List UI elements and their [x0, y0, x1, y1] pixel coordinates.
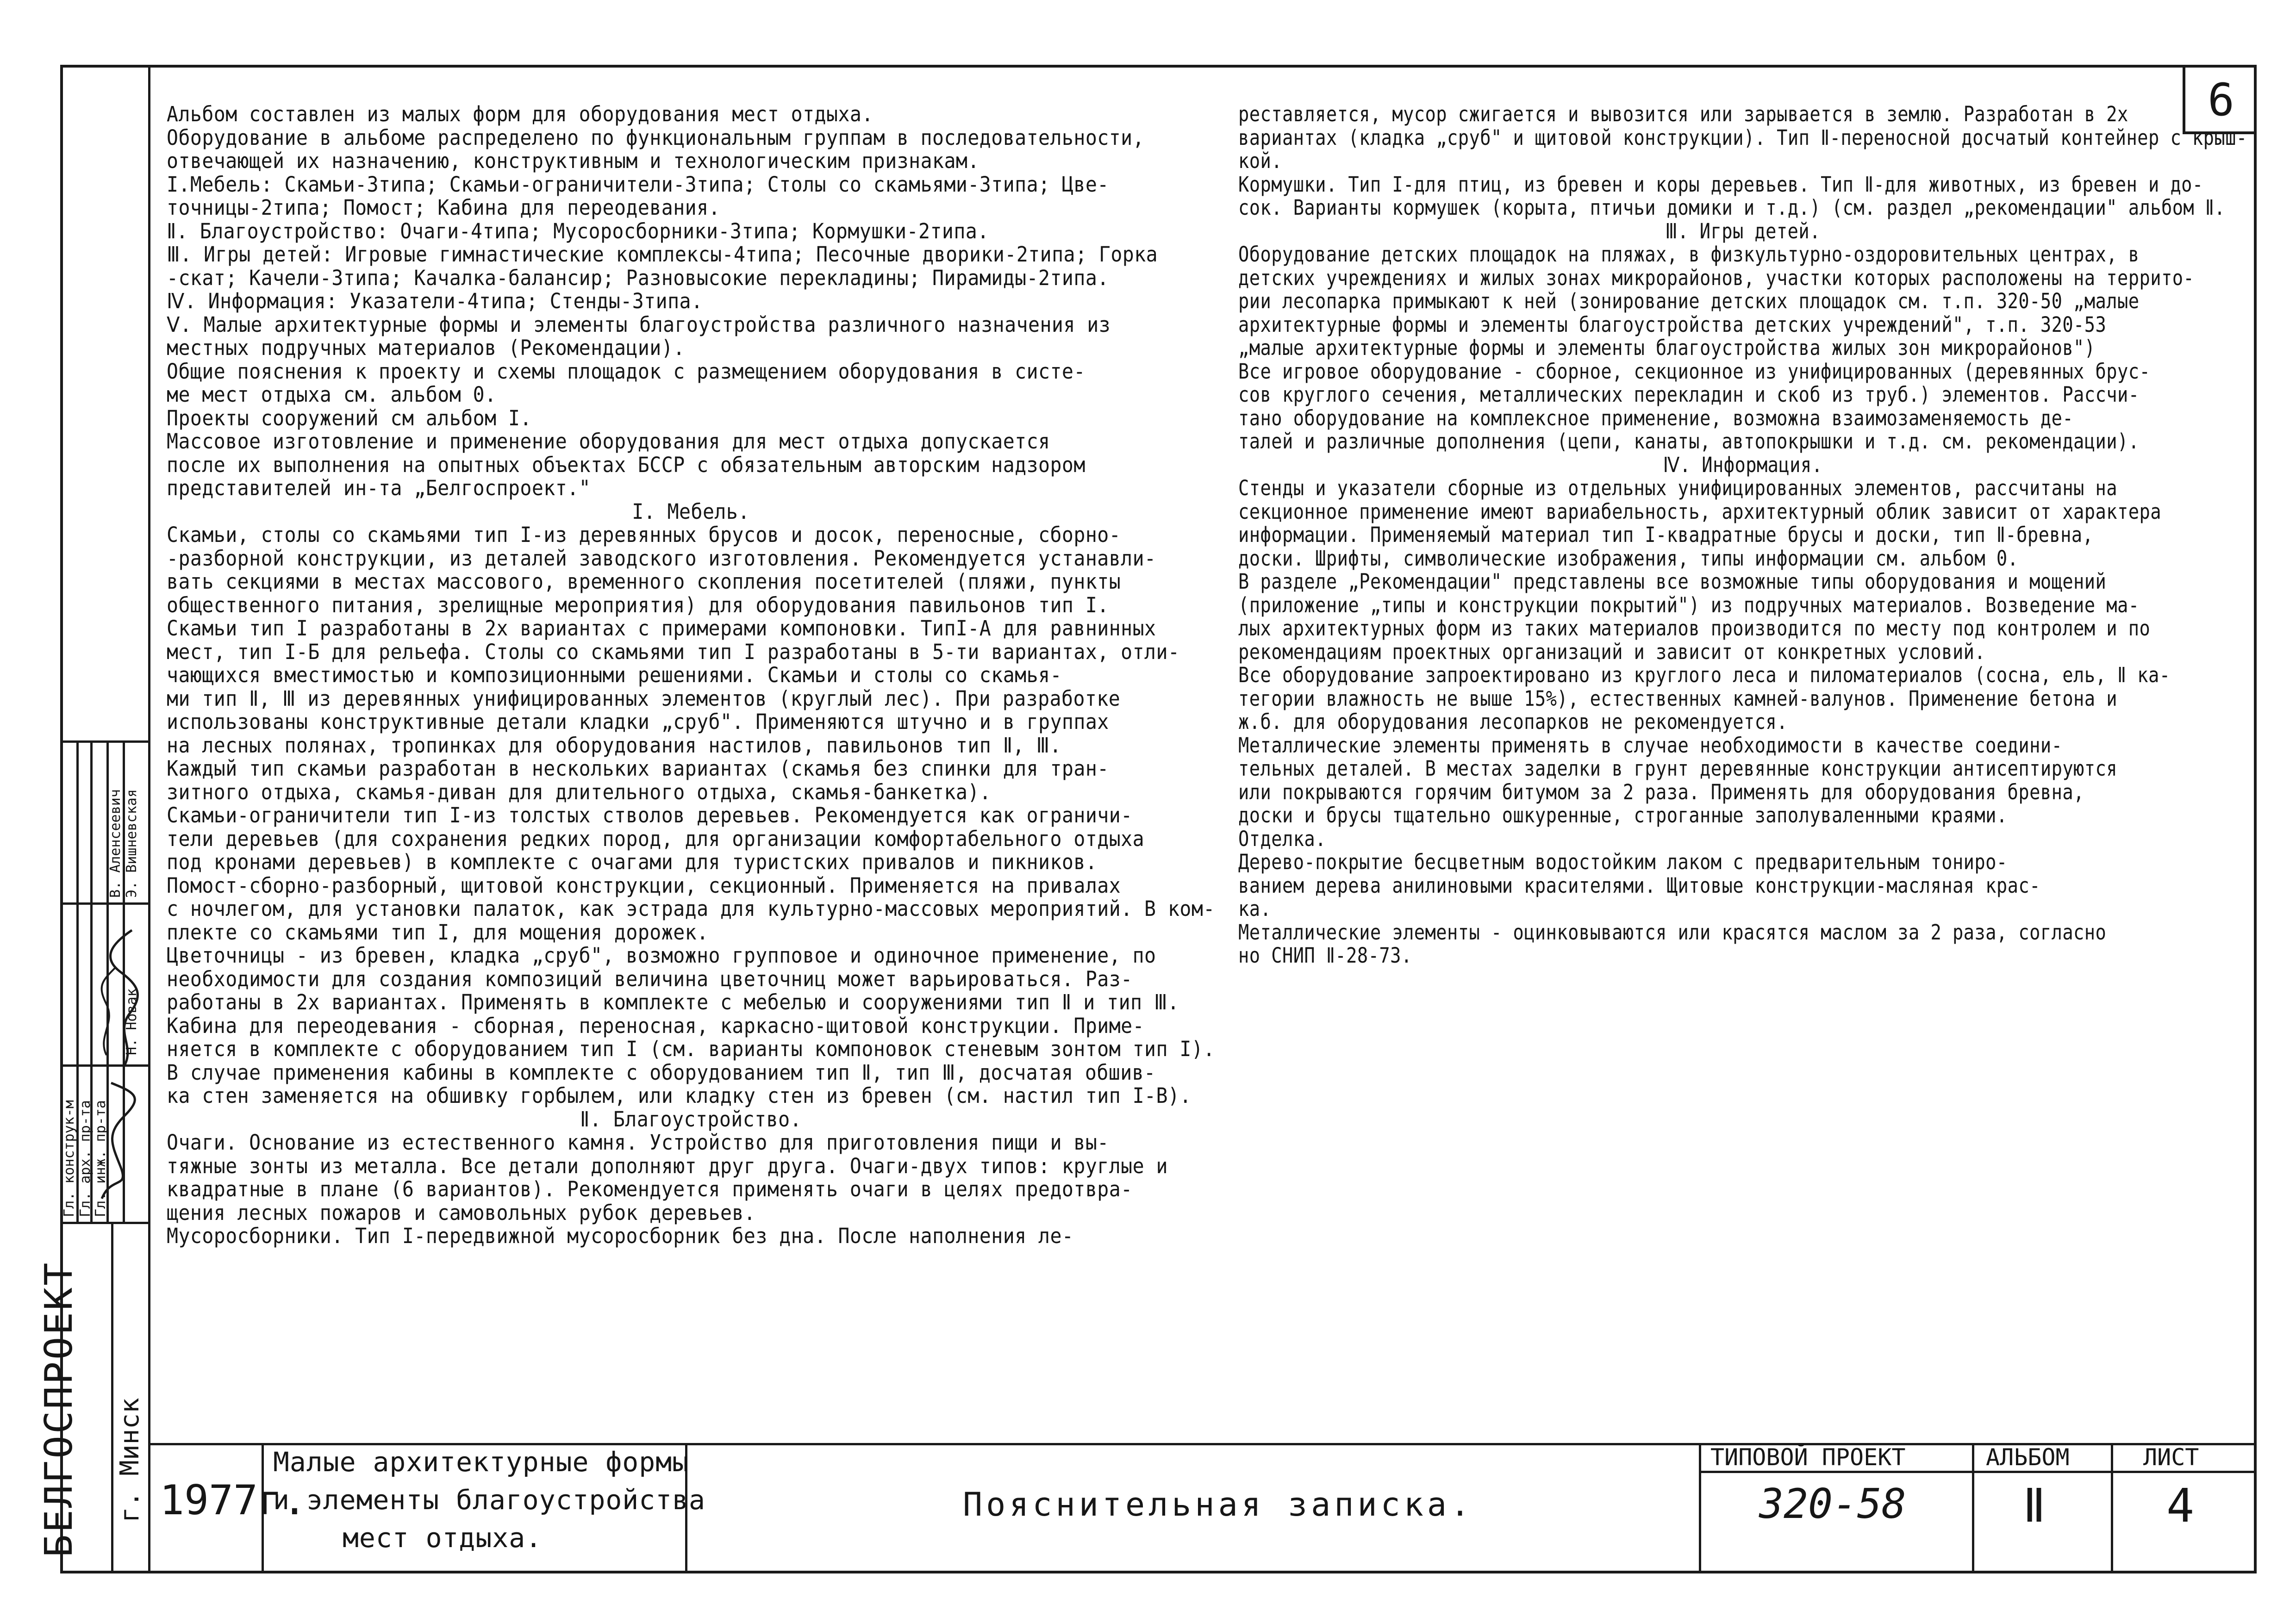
- left-column-line: мест, тип I-Б для рельефа. Столы со скамьями тип I разработаны в 5-ти вариантах, отли-: [167, 639, 1180, 664]
- signatures-drawing: [93, 916, 148, 1213]
- left-column-line: Каждый тип скамьи разработан в нескольких вариантах (скамья без спинки для тран-: [167, 756, 1109, 781]
- right-column-line: реставляется, мусор сжигается и вывозится или зарывается в землю. Разработан в 2х: [1238, 102, 2128, 126]
- left-column-line: квадратные в плане (6 вариантов). Рекомендуется применять очаги в целях предотвра-: [167, 1177, 1133, 1201]
- right-column-line: архитектурные формы и элементы благоустройства детских учреждений", т.п. 320-53: [1238, 312, 2107, 337]
- right-column-line: Все игровое оборудование - сборное, секционное из унифицированных (деревянных брус-: [1238, 359, 2151, 384]
- stamp-divider: [148, 65, 150, 1573]
- signature-1: [102, 1083, 135, 1199]
- left-column-line: на лесных полянах, тропинках для оборудования настилов, павильонов тип Ⅱ, Ⅲ.: [167, 733, 1062, 758]
- org-block-top: [60, 1222, 148, 1224]
- right-column-line: Ⅳ. Информация.: [1663, 452, 1823, 477]
- right-column-line: лых архитектурных форм из таких материалов производится по месту под контролем и по: [1238, 616, 2151, 640]
- left-column-line: работаны в 2х вариантах. Применять в комплекте с мебелью и сооружениями тип Ⅱ и тип Ⅲ.: [167, 990, 1179, 1014]
- left-column-line: ме мест отдыха см. альбом 0.: [167, 382, 497, 407]
- right-column-line: сок. Варианты кормушек (корыта, птичьи домики и т.д.) (см. раздел „рекомендации" альбом Ⅱ.: [1238, 195, 2226, 220]
- right-column-line: ка.: [1238, 896, 1272, 921]
- left-column-line: Мусоросборники. Тип I-передвижной мусоросборник без дна. После наполнения ле-: [167, 1224, 1074, 1248]
- left-column-line: Очаги. Основание из естественного камня. Устройство для приготовления пищи и вы-: [167, 1130, 1109, 1155]
- right-column-line: рекомендациям проектных организаций и зависит от конкретных условий.: [1238, 639, 1986, 664]
- stamp-role-1: Гл. конструк-м: [61, 1100, 77, 1217]
- sheet-value: 4: [2166, 1479, 2195, 1533]
- signature-3: [102, 967, 116, 1055]
- left-column-line: Ⅲ. Игры детей: Игровые гимнастические комплексы-4типа; Песочные дворики-2типа; Горка: [167, 242, 1158, 267]
- right-column-line: Стенды и указатели сборные из отдельных унифицированных элементов, рассчитаны на: [1238, 476, 2118, 500]
- album-label: АЛЬБОМ: [1986, 1444, 2070, 1471]
- left-column-line: плекте со скамьями тип I, для мощения дорожек.: [167, 920, 709, 945]
- right-column-line: секционное применение имеют вариабельность, архитектурный облик зависит от характера: [1238, 499, 2161, 524]
- right-column-line: тегории влажность не выше 15%), естественных камней-валунов. Применение бетона и: [1238, 686, 2118, 711]
- right-column-line: информации. Применяемый материал тип I-квадратные брусы и доски, тип Ⅱ-бревна,: [1238, 522, 2094, 547]
- left-column-line: Ⅴ. Малые архитектурные формы и элементы благоустройства различного назначения из: [167, 312, 1111, 337]
- tb-divider-4: [1972, 1443, 1974, 1573]
- right-column-line: вариантах (кладка „сруб" и щитовой конструкции). Тип Ⅱ-переносной досчатый контейнер с крыш-: [1238, 125, 2247, 150]
- stamp-name-1: В. Аленсеевич: [107, 789, 124, 898]
- left-column-line: -скат; Качели-3типа; Качалка-балансир; Разновысокие перекладины; Пирамиды-2типа.: [167, 265, 1109, 290]
- title-year: 1977г.: [160, 1476, 307, 1524]
- left-column-line: зитного отдыха, скамья-диван для длительного отдыха, скамья-банкетка).: [167, 779, 992, 804]
- right-column-line: рии лесопарка примыкают к ней (зонирование детских площадок см. т.п. 320-50 „малые: [1238, 289, 2140, 313]
- right-column-line: (приложение „типы и конструкции покрытий") из подручных материалов. Возведение ма-: [1238, 592, 2140, 617]
- sheet-label: ЛИСТ: [2143, 1444, 2199, 1471]
- left-column-line: Скамьи тип I разработаны в 2х вариантах с примерами компоновки. ТипI-А для равнинных: [167, 616, 1156, 640]
- left-column-line: -разборной конструкции, из деталей заводского изготовления. Рекомендуется устанавли-: [167, 546, 1156, 571]
- stamp-role-2: Гл. арх. пр-та: [77, 1100, 94, 1217]
- right-column-line: Ⅲ. Игры детей.: [1665, 218, 1821, 243]
- left-column-line: местных подручных материалов (Рекомендации).: [167, 336, 685, 360]
- right-column-line: но СНИП Ⅱ-28-73.: [1238, 943, 1412, 968]
- stamp-block-top: [60, 740, 148, 743]
- left-column-line: необходимости для создания композиций величина цветочниц может варьироваться. Раз-: [167, 966, 1133, 991]
- left-column-line: чающихся вместимостью и композиционными решениями. Скамьи и столы со скамья-: [167, 663, 1062, 687]
- right-column-line: ж.б. для оборудования лесопарков не рекомендуется.: [1238, 709, 1788, 734]
- left-column-line: тяжные зонты из металла. Все детали дополняют друг друга. Очаги-двух типов: круглые и: [167, 1153, 1168, 1178]
- left-column-line: I.Мебель: Скамьи-3типа; Скамьи-ограничители-3типа; Столы со скамьями-3типа; Цве-: [167, 172, 1109, 197]
- right-column-line: сов круглого сечения, металлических перекладин и скоб из труб.) элементов. Рассчи-: [1238, 382, 2140, 407]
- left-column-line: Скамьи-ограничители тип I-из толстых стволов деревьев. Рекомендуется как ограничи-: [167, 803, 1133, 827]
- right-text-column: [1238, 103, 2247, 968]
- right-column-line: доски и брусы тщательно ошкуренные, строганные заполуваленными краями.: [1238, 803, 2008, 827]
- left-column-line: под кронами деревьев) в комплекте с очагами для туристских привалов и пикников.: [167, 850, 1098, 874]
- right-column-line: или покрываются горячим битумом за 2 раза. Применять для оборудования бревна,: [1238, 779, 2084, 804]
- left-column-line: ми тип Ⅱ, Ⅲ из деревянных унифицированных элементов (круглый лес). При разработке: [167, 686, 1121, 711]
- project-title-line-1: Малые архитектурные формы: [273, 1446, 689, 1478]
- left-column-line: тели деревьев (для сохранения редких пород, для организации комфортабельного отдыха: [167, 826, 1145, 851]
- sheet-title: Пояснительная записка.: [963, 1486, 1474, 1524]
- left-text-column: [167, 103, 1215, 1248]
- right-column-line: Металлические элементы применять в случае необходимости в качестве соедини-: [1238, 733, 2063, 758]
- title-block-top-line: [148, 1443, 2257, 1445]
- left-column-line: Массовое изготовление и применение оборудования для мест отдыха допускается: [167, 429, 1050, 454]
- left-column-line: Ⅳ. Информация: Указатели-4типа; Стенды-3типа.: [167, 289, 703, 313]
- left-column-line: Цветочницы - из бревен, кладка „сруб", возможно групповое и одиночное применение, по: [167, 943, 1156, 968]
- project-title-line-2: и элементы благоустройства: [273, 1484, 705, 1516]
- left-column-line: Проекты сооружений см альбом I.: [167, 405, 532, 430]
- org-block-divider: [111, 1222, 113, 1573]
- project-title-line-3: мест отдыха.: [343, 1522, 543, 1554]
- tb-divider-3: [1699, 1443, 1701, 1573]
- left-column-line: точницы-2типа; Помост; Кабина для переодевания.: [167, 195, 720, 220]
- right-column-line: Кормушки. Тип I-для птиц, из бревен и коры деревьев. Тип Ⅱ-для животных, из бревен и до-: [1238, 172, 2203, 197]
- left-column-line: Скамьи, столы со скамьями тип I-из деревянных брусов и досок, переносные, сборно-: [167, 522, 1121, 547]
- left-column-line: Ⅱ. Благоустройство: Очаги-4типа; Мусоросборники-3типа; Кормушки-2типа.: [167, 218, 989, 243]
- left-column-line: представителей ин-та „Белгоспроект.": [167, 476, 591, 500]
- left-column-line: Общие пояснения к проекту и схемы площадок с размещением оборудования в систе-: [167, 359, 1086, 384]
- top-border-extension: [60, 65, 2257, 67]
- left-column-line: после их выполнения на опытных объектах БССР с обязательным авторским надзором: [167, 452, 1086, 477]
- left-column-line: Альбом составлен из малых форм для оборудования мест отдыха.: [167, 102, 873, 126]
- left-column-line: общественного питания, зрелищные мероприятия) для оборудования павильонов тип I.: [167, 592, 1109, 617]
- left-column-line: В случае применения кабины в комплекте с оборудованием тип Ⅱ, тип Ⅲ, досчатая обшив-: [167, 1060, 1156, 1085]
- tb-divider-5: [2111, 1443, 2113, 1573]
- sheet-number: 6: [2183, 65, 2257, 134]
- left-column-line: Оборудование в альбоме распределено по функциональным группам в последовательности,: [167, 125, 1145, 150]
- typical-project-value: 320-58: [1759, 1480, 1906, 1528]
- left-column-line: няется в комплекте с оборудованием тип I (см. варианты компоновок стеневым зонтом тип I).: [167, 1037, 1215, 1061]
- right-column-line: Все оборудование запроектировано из круглого леса и пиломатериалов (сосна, ель, Ⅱ ка-: [1238, 663, 2171, 687]
- left-column-line: вать секциями в местах массового, временного скопления посетителей (пляжи, пункты: [167, 569, 1121, 594]
- right-column-line: Металлические элементы - оцинковываются или красятся маслом за 2 раза, согласно: [1238, 920, 2107, 945]
- left-column-line: Ⅱ. Благоустройство.: [580, 1107, 802, 1132]
- left-column-line: I. Мебель.: [632, 499, 750, 524]
- right-column-line: В разделе „Рекомендации" представлены все возможные типы оборудования и мощений: [1238, 569, 2107, 594]
- right-column-line: доски. Шрифты, символические изображения, типы информации см. альбом 0.: [1238, 546, 2019, 571]
- left-column-line: щения лесных пожаров и самовольных рубок деревьев.: [167, 1200, 756, 1225]
- left-column-line: отвечающей их назначению, конструктивным и технологическим признакам.: [167, 149, 980, 173]
- left-column-line: с ночлегом, для установки палаток, как эстрада для культурно-массовых мероприятий. В ком-: [167, 896, 1215, 921]
- right-column-line: Дерево-покрытие бесцветным водостойким лаком с предварительным тониро-: [1238, 850, 2008, 874]
- album-value: Ⅱ: [2023, 1479, 2046, 1533]
- org-city: г. Минск: [115, 1398, 145, 1523]
- left-column-line: Кабина для переодевания - сборная, переносная, каркасно-щитовой конструкции. Приме-: [167, 1013, 1145, 1038]
- right-column-line: Отделка.: [1238, 826, 1326, 851]
- right-column-line: детских учреждениях и жилых зонах микрорайонов, участки которых расположены на террито-: [1238, 265, 2195, 290]
- stamp-role-3: Гл. инж. пр-та: [93, 1100, 109, 1217]
- right-column-line: кой.: [1238, 149, 1282, 173]
- typical-project-label: ТИПОВОЙ ПРОЕКТ: [1710, 1444, 1906, 1471]
- left-column-line: ка стен заменяется на обшивку горбылем, или кладку стен из бревен (см. настил тип I-В).: [167, 1083, 1192, 1108]
- left-column-line: использованы конструктивные детали кладки „сруб". Применяются штучно и в группах: [167, 709, 1109, 734]
- right-column-line: „малые архитектурные формы и элементы благоустройства жилых зон микрорайонов"): [1238, 336, 2096, 360]
- stamp-row-1: [60, 902, 148, 905]
- right-column-line: талей и различные дополнения (цепи, канаты, автопокрышки и т.д. см. рекомендации).: [1238, 429, 2140, 454]
- tb-header-line: [1699, 1471, 2257, 1473]
- signature-2: [110, 930, 137, 1064]
- stamp-name-2: Э. Вишневская: [124, 789, 140, 898]
- org-name: БЕЛГОСПРОЕКТ: [37, 1261, 81, 1557]
- right-column-line: Оборудование детских площадок на пляжах, в физкультурно-оздоровительных центрах, в: [1238, 242, 2140, 267]
- right-column-line: ванием дерева анилиновыми красителями. Щитовые конструкции-масляная крас-: [1238, 873, 2040, 898]
- stamp-name-3: Н. Новак: [124, 988, 140, 1055]
- right-column-line: тано оборудование на комплексное применение, возможна взаимозаменяемость де-: [1238, 405, 2074, 430]
- right-column-line: тельных деталей. В местах заделки в грунт деревянные конструкции антисептируются: [1238, 756, 2118, 781]
- left-column-line: Помост-сборно-разборный, щитовой конструкции, секционный. Применяется на привалах: [167, 873, 1121, 898]
